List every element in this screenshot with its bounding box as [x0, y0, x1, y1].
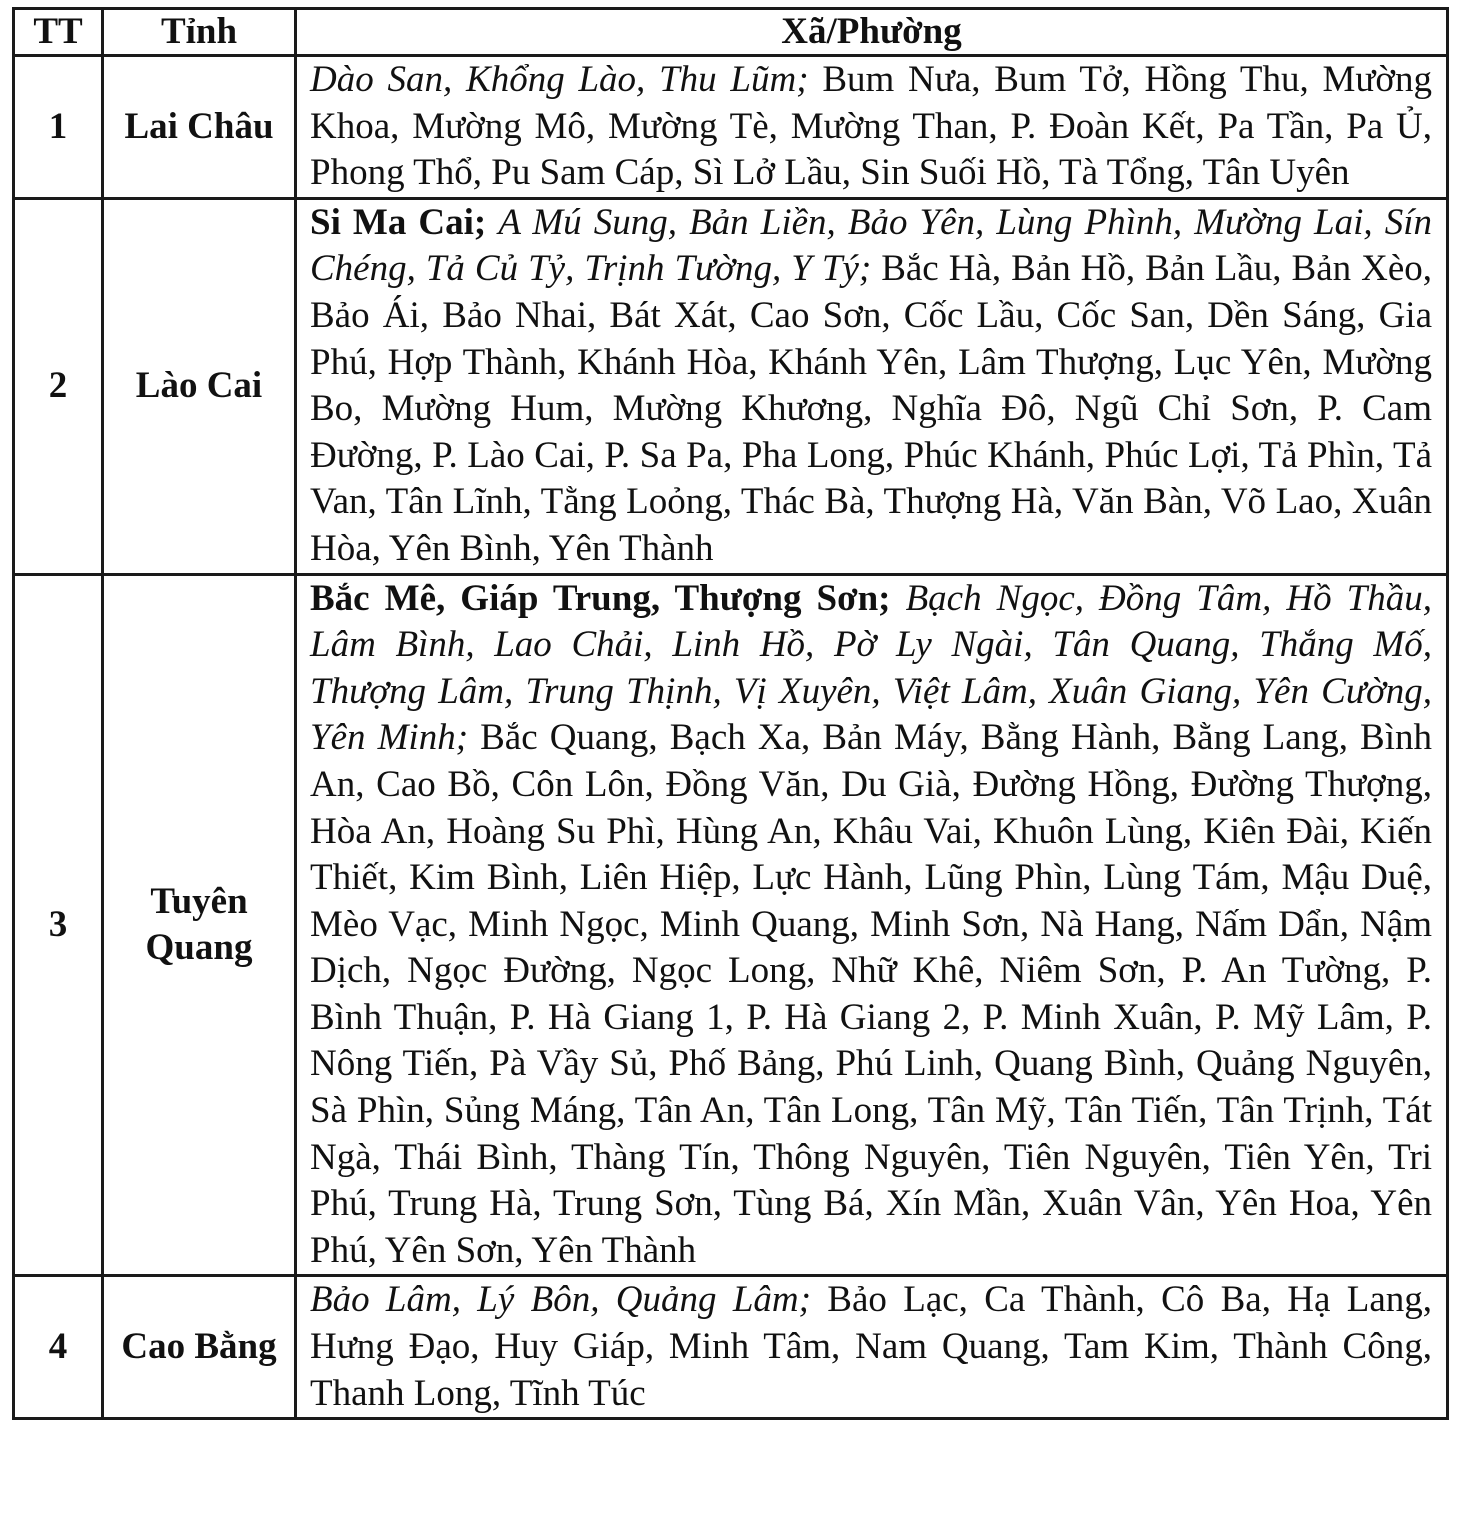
commune-list — [296, 1276, 1448, 1419]
header-commune-ward: Xã/Phường — [296, 9, 1448, 56]
province-name: Lai Châu — [103, 56, 296, 199]
regular-communes: Bắc Quang, Bạch Xa, Bản Máy, Bằng Hành, Bằng Lang, Bình An, Cao Bồ, Côn Lôn, Đồng Văn, Du Già, Đường Hồng, Đường Thượng, Hòa An, Hoàng Su Phì, Hùng An, Khâu Vai, Khuôn Lùng, Kiên Đài, Kiến Thiết, Kim Bình, Liên Hiệp, Lực Hành, Lũng Phìn, Lùng Tám, Mậu Duệ, Mèo Vạc, Minh Ngọc, Minh Quang, Minh Sơn, Nà Hang, Nấm Dẩn, Nậm Dịch, Ngọc Đường, Ngọc Long, Nhữ Khê, Niêm Sơn, P. An Tường, P. Bình Thuận, P. Hà Giang 1, P. Hà Giang 2, P. Minh Xuân, P. Mỹ Lâm, P. Nông Tiến, Pà Vầy Sủ, Phố Bảng, Phú Linh, Quang Bình, Quảng Nguyên, Sà Phìn, Sủng Máng, Tân An, Tân Long, Tân Mỹ, Tân Tiến, Tân Trịnh, Tát Ngà, Thái Bình, Thàng Tín, Thông Nguyên, Tiên Nguyên, Tiên Yên, Tri Phú, Trung Hà, Trung Sơn, Tùng Bá, Xín Mần, Xuân Vân, Yên Hoa, Yên Phú, Yên Sơn, Yên Thành — [310, 717, 1432, 1271]
commune-list — [296, 574, 1448, 1276]
table-row — [14, 56, 1448, 199]
italic-communes: Dào San, Khổng Lào, Thu Lũm; — [310, 59, 809, 100]
commune-list — [296, 198, 1448, 574]
province-name: Lào Cai — [103, 198, 296, 574]
header-row — [14, 9, 1448, 56]
province-name: Tuyên Quang — [103, 574, 296, 1276]
commune-table — [12, 7, 1449, 1420]
header-province: Tỉnh — [103, 9, 296, 56]
table-row — [14, 198, 1448, 574]
table-row — [14, 574, 1448, 1276]
bold-communes: Si Ma Cai; — [310, 201, 487, 243]
commune-list — [296, 56, 1448, 199]
row-number: 4 — [14, 1276, 103, 1419]
row-number: 1 — [14, 56, 103, 199]
regular-communes: Bum Nưa, Bum Tở, Hồng Thu, Mường Khoa, Mường Mô, Mường Tè, Mường Than, P. Đoàn Kết, Pa Tần, Pa Ủ, Phong Thổ, Pu Sam Cáp, Sì Lở Lầu, Sin Suối Hồ, Tà Tổng, Tân Uyên — [310, 59, 1432, 194]
row-number: 3 — [14, 574, 103, 1276]
province-name: Cao Bằng — [103, 1276, 296, 1419]
italic-communes: A Mú Sung, Bản Liền, Bảo Yên, Lùng Phình, Mường Lai, Sín Chéng, Tả Củ Tỷ, Trịnh Tường, Y Tý; — [310, 201, 1432, 290]
italic-communes: Bạch Ngọc, Đồng Tâm, Hồ Thầu, Lâm Bình, Lao Chải, Linh Hồ, Pờ Ly Ngài, Tân Quang, Thắng Mố, Thượng Lâm, Trung Thịnh, Vị Xuyên, Việt Lâm, Xuân Giang, Yên Cường, Yên Minh; — [310, 577, 1433, 759]
regular-communes: Bắc Hà, Bản Hồ, Bản Lầu, Bản Xèo, Bảo Ái, Bảo Nhai, Bát Xát, Cao Sơn, Cốc Lầu, Cốc San, Dền Sáng, Gia Phú, Hợp Thành, Khánh Hòa, Khánh Yên, Lâm Thượng, Lục Yên, Mường Bo, Mường Hum, Mường Khương, Nghĩa Đô, Ngũ Chỉ Sơn, P. Cam Đường, P. Lào Cai, P. Sa Pa, Pha Long, Phúc Khánh, Phúc Lợi, Tả Phìn, Tả Van, Tân Lĩnh, Tằng Loỏng, Thác Bà, Thượng Hà, Văn Bàn, Võ Lao, Xuân Hòa, Yên Bình, Yên Thành — [310, 248, 1432, 569]
row-number: 2 — [14, 198, 103, 574]
table-row — [14, 1276, 1448, 1419]
regular-communes: Bảo Lạc, Ca Thành, Cô Ba, Hạ Lang, Hưng Đạo, Huy Giáp, Minh Tâm, Nam Quang, Tam Kim, Thành Công, Thanh Long, Tĩnh Túc — [310, 1279, 1433, 1414]
bold-communes: Bắc Mê, Giáp Trung, Thượng Sơn; — [310, 577, 891, 619]
italic-communes: Bảo Lâm, Lý Bôn, Quảng Lâm; — [310, 1279, 811, 1321]
header-tt: TT — [14, 9, 103, 56]
